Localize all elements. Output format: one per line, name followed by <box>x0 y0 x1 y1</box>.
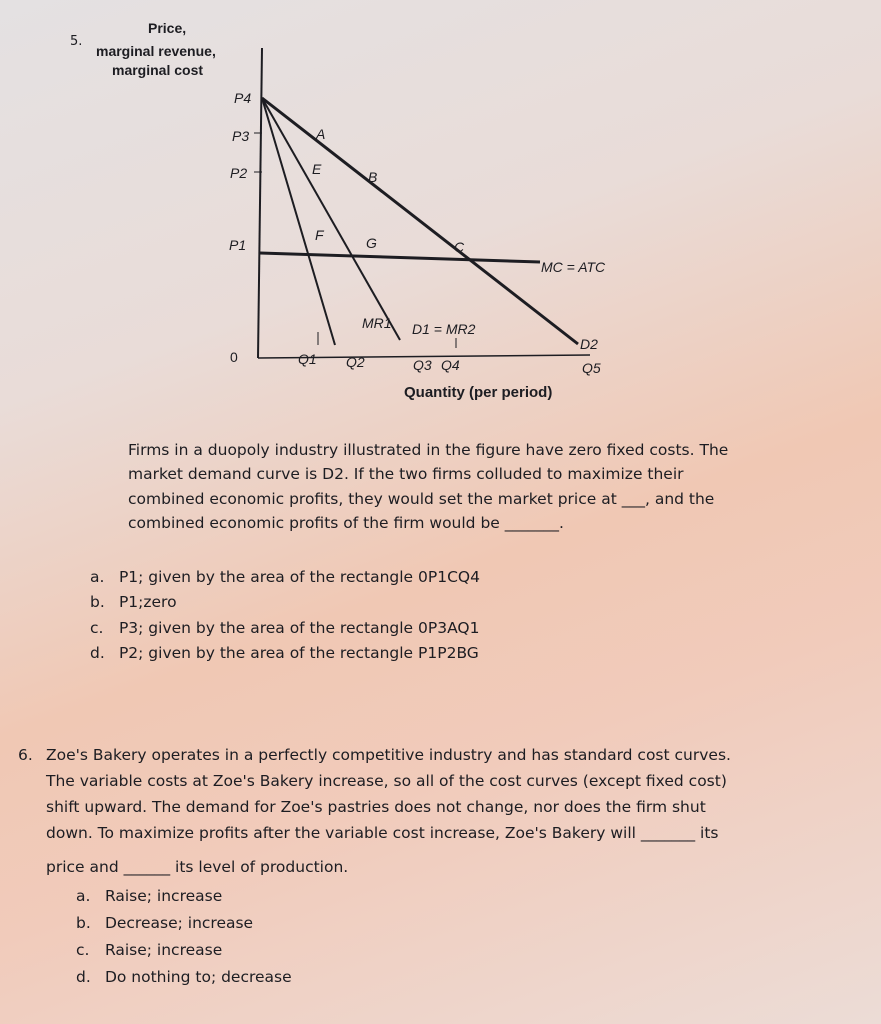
q6-option-a[interactable] <box>76 883 222 909</box>
q6-option-c[interactable] <box>76 937 222 963</box>
option-text: P1; given by the area of the rectangle 0P1CQ4 <box>118 568 480 586</box>
q5-prompt-line-1: Firms in a duopoly industry illustrated in the figure have zero fixed costs. The <box>128 441 729 459</box>
quantity-tick-q2: Q2 <box>346 354 365 370</box>
option-letter: a. <box>90 568 105 586</box>
q5-prompt-line-4: combined economic profits of the firm would be _______. <box>128 514 564 532</box>
option-text: P3; given by the area of the rectangle 0P3AQ1 <box>118 619 480 637</box>
quantity-tick-q5: Q5 <box>582 360 601 376</box>
point-label-a: A <box>316 126 326 142</box>
q6-line-3: shift upward. The demand for Zoe's pastries does not change, nor does the firm shut <box>46 798 706 816</box>
q6-option-b[interactable] <box>76 910 253 936</box>
price-tick-p4: P4 <box>234 90 252 106</box>
q6-line-1: Zoe's Bakery operates in a perfectly competitive industry and has standard cost curves. <box>46 746 731 764</box>
curve-label-d2: D2 <box>580 336 598 352</box>
option-letter: d. <box>76 968 91 986</box>
point-label-b: B <box>368 169 378 185</box>
curve-label-d1-mr2: D1 = MR2 <box>412 321 476 337</box>
option-text: Raise; increase <box>104 941 223 959</box>
y-axis-label-line-2: marginal revenue, <box>96 43 216 59</box>
option-text: P2; given by the area of the rectangle P1P2BG <box>118 644 479 662</box>
q6-option-d[interactable] <box>76 964 292 990</box>
q5-prompt-line-3: combined economic profits, they would set the market price at ___, and the <box>128 490 715 508</box>
option-letter: b. <box>76 914 91 932</box>
q5-option-b[interactable] <box>90 589 177 615</box>
q5-option-a[interactable] <box>90 564 480 590</box>
option-letter: a. <box>76 887 91 905</box>
point-label-f: F <box>315 227 324 243</box>
q5-prompt-line-2: market demand curve is D2. If the two firms colluded to maximize their <box>128 465 684 483</box>
quantity-tick-q1: Q1 <box>298 351 317 367</box>
d2-line <box>262 98 578 344</box>
option-text: Do nothing to; decrease <box>104 968 292 986</box>
option-letter: c. <box>76 941 90 959</box>
question-6-number: 6. <box>18 746 33 764</box>
option-letter: d. <box>90 644 105 662</box>
mc-atc-line <box>260 253 540 262</box>
y-axis-label-line-3: marginal cost <box>112 62 204 78</box>
q6-line-4: down. To maximize profits after the variable cost increase, Zoe's Bakery will _______ its <box>46 824 719 842</box>
curve-label-mr1: MR1 <box>362 315 392 331</box>
q6-line-2: The variable costs at Zoe's Bakery increase, so all of the cost curves (except fixed cost) <box>46 772 727 790</box>
y-axis <box>258 48 262 358</box>
price-tick-p2: P2 <box>230 165 248 181</box>
d1-mr2-line <box>262 98 400 340</box>
point-label-g: G <box>366 235 377 251</box>
q5-option-d[interactable] <box>90 640 479 666</box>
q5-option-c[interactable] <box>90 615 480 641</box>
price-tick-p3: P3 <box>232 128 250 144</box>
q6-line-5: price and ______ its level of production. <box>46 858 349 876</box>
origin-label: 0 <box>230 349 238 365</box>
economics-figure <box>0 0 881 420</box>
question-5-number: 5. <box>70 34 83 49</box>
option-letter: c. <box>90 619 104 637</box>
y-axis-label-line-1: Price, <box>148 20 187 36</box>
option-text: Raise; increase <box>104 887 223 905</box>
point-label-e: E <box>312 161 322 177</box>
option-text: P1;zero <box>118 593 177 611</box>
quantity-tick-q4: Q4 <box>441 357 460 373</box>
curve-label-mc-atc: MC = ATC <box>541 259 606 275</box>
x-axis-label: Quantity (per period) <box>404 384 553 401</box>
quantity-tick-q3: Q3 <box>413 357 432 373</box>
option-text: Decrease; increase <box>104 914 254 932</box>
point-label-c: C <box>454 239 465 255</box>
option-letter: b. <box>90 593 105 611</box>
price-tick-p1: P1 <box>229 237 247 253</box>
